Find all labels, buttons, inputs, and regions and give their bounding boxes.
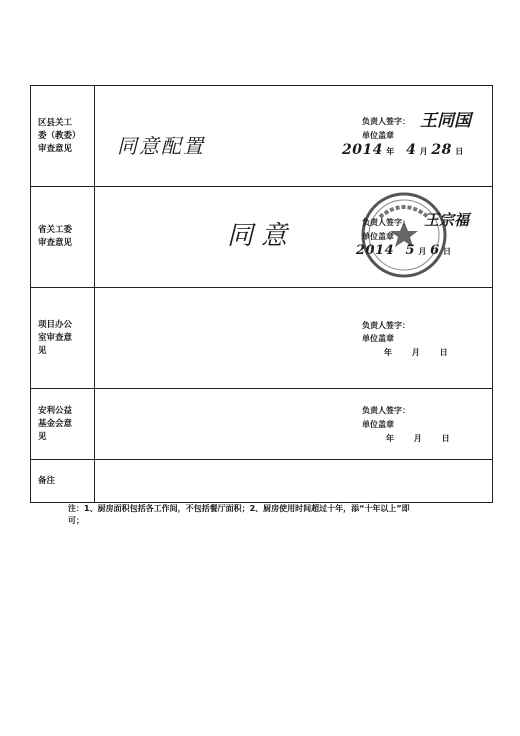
signer-label: 负责人签字： <box>362 218 410 227</box>
row-label-cell <box>31 288 95 389</box>
day-suffix: 日 <box>441 434 451 443</box>
form-row-province-review <box>31 187 493 288</box>
form-row-foundation-review <box>31 389 493 460</box>
unit-seal-label: 单位盖章 <box>362 232 394 241</box>
row-label: 项目办公 室审查意 见 <box>38 319 73 356</box>
year-suffix: 年 <box>386 434 395 443</box>
year-suffix: 年 <box>386 147 395 156</box>
row-content-cell <box>95 288 493 389</box>
row-label-cell <box>31 460 95 503</box>
day-suffix: 日 <box>442 247 452 256</box>
row-label-cell <box>31 187 95 288</box>
row-content-cell <box>95 187 493 288</box>
form-row-project-office-review <box>31 288 493 389</box>
day-suffix: 日 <box>455 147 464 156</box>
unit-seal-label: 单位盖章 <box>362 420 394 429</box>
row-content-cell <box>95 389 493 460</box>
date-day: 6 <box>430 243 440 258</box>
month-suffix: 月 <box>418 247 427 256</box>
row-label: 安利公益 基金会意 见 <box>38 405 73 442</box>
review-form-table <box>30 85 493 503</box>
form-row-district-review <box>31 86 493 187</box>
date-year: 2014 <box>342 142 383 158</box>
date-line <box>386 433 450 444</box>
date-line <box>384 347 448 358</box>
date-day: 28 <box>431 142 452 158</box>
handwritten-opinion: 同意 <box>227 221 296 251</box>
date-line <box>356 243 451 258</box>
row-label: 备注 <box>38 475 56 486</box>
row-label: 省关工委 审查意见 <box>38 225 73 248</box>
footnote-line-1: 注：1、厨房面积包括各工作间，不包括餐厅面积；2、厨房使用时间超过十年，添“十年以上”即 <box>68 504 410 513</box>
row-label-cell <box>31 389 95 460</box>
month-suffix: 月 <box>419 147 429 156</box>
month-suffix: 月 <box>413 434 423 443</box>
date-line <box>342 142 464 158</box>
signer-label: 负责人签字： <box>362 321 410 330</box>
date-year: 2014 <box>356 243 395 258</box>
signer-label: 负责人签字： <box>362 406 410 415</box>
year-suffix: 年 <box>384 348 393 357</box>
handwritten-signature: 王宗福 <box>424 211 470 229</box>
date-month: 4 <box>406 142 417 158</box>
remarks-content-cell <box>95 460 493 503</box>
month-suffix: 月 <box>411 348 421 357</box>
row-label: 区县关工 委（教委） 审查意见 <box>38 117 81 154</box>
handwritten-signature: 王同国 <box>420 111 471 131</box>
date-month: 5 <box>405 243 416 258</box>
unit-seal-label: 单位盖章 <box>362 334 394 343</box>
footnote-line-2: 可； <box>68 516 84 525</box>
row-label-cell <box>31 86 95 187</box>
unit-seal-label: 单位盖章 <box>362 131 394 140</box>
signer-label: 负责人签字： <box>362 117 410 126</box>
row-content-cell <box>95 86 493 187</box>
handwritten-opinion: 同意配置 <box>117 134 205 158</box>
footnote <box>68 503 468 527</box>
day-suffix: 日 <box>439 348 449 357</box>
form-row-remarks <box>31 460 493 503</box>
